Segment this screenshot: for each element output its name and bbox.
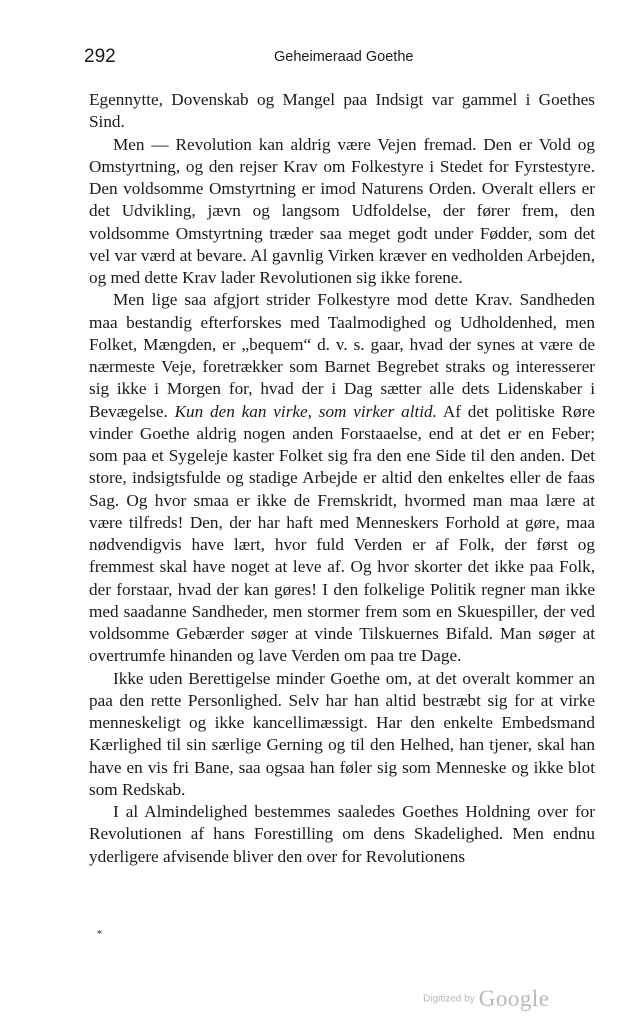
paragraph: I al Almindelighed bestemmes saaledes Goethes Holdning over for Revolutionen af hans Forestilling om dens Skadelighed. Men endnu yderligere afvisende bliver den over for Revolutionens: [89, 802, 595, 866]
page-mark: *: [97, 929, 102, 940]
page-header: [84, 46, 596, 70]
digitized-watermark: [423, 986, 549, 1012]
italic-quote: Kun den kan virke, som virker altid.: [174, 401, 437, 421]
paragraph: Egennytte, Dovenskab og Mangel paa Indsigt var gammel i Goethes Sind.: [89, 90, 595, 132]
running-head: Geheimeraad Goethe: [274, 49, 414, 65]
body-text: [89, 89, 595, 868]
watermark-prefix: Digitized by: [423, 993, 475, 1005]
page-number: 292: [84, 46, 116, 67]
google-logo: Google: [478, 986, 550, 1011]
paragraph-text: Men lige saa afgjort strider Folkestyre mod dette Krav. Sandheden maa bestandig efterforskes med Taalmodighed og Udholdenhed, men Folket, Mængden, er „bequem“ d. v. s. gaar, hvad der synes at være de nærmeste Veje, foretrækker som Barnet Begrebet straks og interesserer sig ikke i Morgen for, hvad der i Dag sætter alle dets Lidenskaber i Bevægelse.: [89, 290, 595, 421]
paragraph: [89, 289, 595, 667]
paragraph-text: Af det politiske Røre vinder Goethe aldrig nogen anden Forstaaelse, end at det er en Feber; som paa et Sygeleje kaster Folket sig fra den ene Side til den anden. Det store, indsigtsfulde og stadige Arbejde er altid den enkeltes eller de faas Sag. Og hvor smaa er ikke de Fremskridt, hvormed man maa lære at være tilfreds! Den, der har haft med Menneskers Forhold at gøre, maa nødvendigvis have lært, hvor fuld Verden er af Folk, der først og fremmest skal have noget at leve af. Og hvor skorter det ikke paa Folk, der forstaar, hvad der kan gøres! I den folkelige Politik regner man ikke med saadanne Sandheder, men stormer frem som en Skuespiller, der ved voldsomme Gebærder søger at vinde Tilskuernes Bifald. Man søger at overtrumfe hinanden og lave Verden om paa tre Dage.: [89, 401, 595, 666]
paragraph: Ikke uden Berettigelse minder Goethe om, at det overalt kommer an paa den rette Personlighed. Selv har han altid bestræbt sig for at virke menneskeligt og ikke kancellimæssigt. Har den enkelte Embedsmand Kærlighed til sin særlige Gerning og til den Helhed, han tjener, skal han have en vis fri Bane, saa ogsaa han føler sig som Menneske og ikke blot som Redskab.: [89, 668, 595, 799]
paragraph: Men — Revolution kan aldrig være Vejen fremad. Den er Vold og Omstyrtning, og den rejser Krav om Folkestyre i Stedet for Fyrstestyre. Den voldsomme Omstyrtning er imod Naturens Orden. Overalt ellers er det Udvikling, jævn og langsom Udfoldelse, der fører frem, den voldsomme Omstyrtning træder saa meget godt under Fødder, som det vel var værd at bevare. Al gavnlig Virken kræver en vedholden Arbejden, og med dette Krav lader Revolutionen sig ikke forene.: [89, 134, 595, 287]
